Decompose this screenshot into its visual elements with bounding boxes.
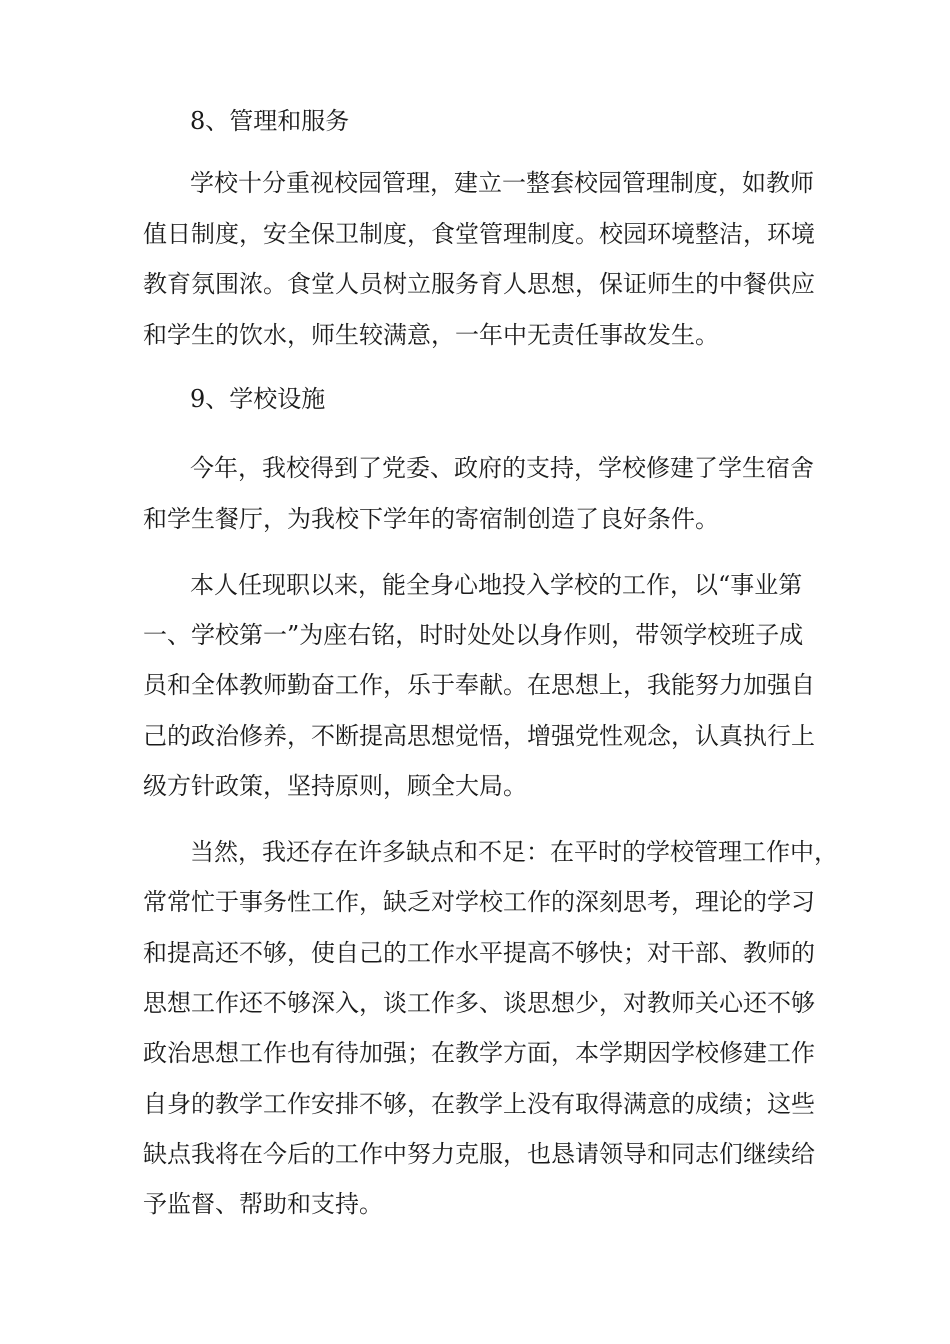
paragraph-line: 予监督、帮助和支持。 [143, 1190, 383, 1218]
paragraph-line: 和提高还不够，使自己的工作水平提高不够快；对干部、教师的 [143, 939, 815, 967]
paragraph-line: 今年，我校得到了党委、政府的支持，学校修建了学生宿舍 [190, 454, 814, 482]
paragraph-line: 己的政治修养，不断提高思想觉悟，增强党性观念，认真执行上 [143, 722, 815, 750]
paragraph-line: 本人任现职以来，能全身心地投入学校的工作，以“事业第 [190, 571, 803, 599]
section-9-heading: 9、学校设施 [190, 385, 326, 413]
paragraph-line: 缺点我将在今后的工作中努力克服，也恳请领导和同志们继续给 [143, 1140, 815, 1168]
paragraph-line: 思想工作还不够深入，谈工作多、谈思想少，对教师关心还不够 [143, 989, 815, 1017]
paragraph-line: 级方针政策，坚持原则，顾全大局。 [143, 772, 527, 800]
paragraph-line: 一、学校第一”为座右铭，时时处处以身作则，带领学校班子成 [143, 621, 804, 649]
paragraph-line: 学校十分重视校园管理，建立一整套校园管理制度，如教师 [190, 169, 814, 197]
paragraph-line: 教育氛围浓。食堂人员树立服务育人思想，保证师生的中餐供应 [143, 270, 815, 298]
paragraph-line: 和学生餐厅，为我校下学年的寄宿制创造了良好条件。 [143, 505, 719, 533]
paragraph-line: 当然，我还存在许多缺点和不足：在平时的学校管理工作中， [190, 838, 838, 866]
paragraph-line: 和学生的饮水，师生较满意，一年中无责任事故发生。 [143, 321, 719, 349]
section-8-heading: 8、管理和服务 [190, 107, 350, 135]
paragraph-line: 政治思想工作也有待加强；在教学方面，本学期因学校修建工作 [143, 1039, 815, 1067]
paragraph-line: 常常忙于事务性工作，缺乏对学校工作的深刻思考，理论的学习 [143, 888, 815, 916]
paragraph-line: 自身的教学工作安排不够，在教学上没有取得满意的成绩；这些 [143, 1090, 815, 1118]
paragraph-line: 员和全体教师勤奋工作，乐于奉献。在思想上，我能努力加强自 [143, 671, 815, 699]
paragraph-line: 值日制度，安全保卫制度，食堂管理制度。校园环境整洁，环境 [143, 220, 815, 248]
